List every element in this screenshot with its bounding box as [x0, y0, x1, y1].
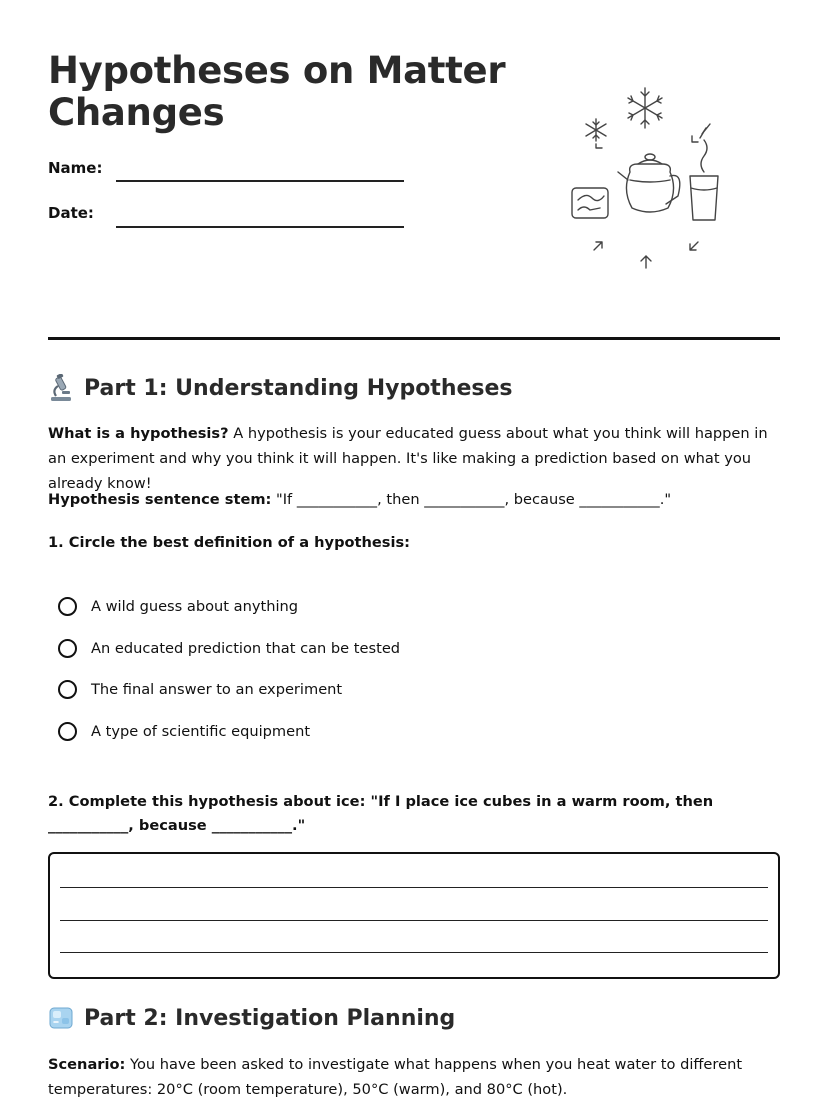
name-field[interactable]	[116, 180, 404, 182]
intro-text: A hypothesis is your educated guess about what you think will happen in an experiment and why you think it will happen. It's like making a prediction based on what you already know!	[48, 425, 768, 492]
radio-circle[interactable]	[58, 680, 77, 699]
part1-heading-text: Part 1: Understanding Hypotheses	[84, 375, 513, 401]
ice-cube-icon	[48, 1005, 74, 1031]
q1-option-1[interactable]	[58, 597, 298, 616]
option-label: The final answer to an experiment	[91, 681, 343, 698]
microscope-icon	[48, 374, 74, 402]
ice-cube-sketch-icon	[572, 188, 608, 218]
question-2-prompt: 2. Complete this hypothesis about ice: "If I place ice cubes in a warm room, then ___________, because ___________."	[48, 793, 714, 834]
radio-circle[interactable]	[58, 639, 77, 658]
sentence-stem	[48, 487, 788, 512]
option-label: A type of scientific equipment	[91, 723, 311, 740]
scenario-lead: Scenario:	[48, 1056, 126, 1073]
hypothesis-intro	[48, 421, 788, 496]
snowflake-icon	[628, 88, 662, 128]
intro-lead: What is a hypothesis?	[48, 425, 229, 442]
answer-line[interactable]	[60, 920, 768, 921]
page-title: Hypotheses on Matter Changes	[48, 49, 506, 134]
transition-arrows-icon	[594, 242, 698, 268]
name-label: Name:	[48, 159, 103, 177]
answer-line[interactable]	[60, 887, 768, 888]
question-2-answer-box[interactable]	[48, 852, 780, 979]
header-divider	[48, 337, 780, 340]
option-label: A wild guess about anything	[91, 598, 299, 615]
q1-option-3[interactable]	[58, 680, 342, 699]
glass-of-water-icon	[690, 124, 718, 220]
scenario-body: You have been asked to investigate what happens when you heat water to different temperatures: 20°C (room temperature), 50°C (warm), and 80°C (hot).	[48, 1056, 743, 1098]
part2-heading	[48, 1005, 455, 1031]
question-1-prompt: 1. Circle the best definition of a hypothesis:	[48, 534, 411, 551]
matter-changes-illustration	[560, 80, 740, 280]
scenario-text	[48, 1052, 788, 1102]
radio-circle[interactable]	[58, 722, 77, 741]
q1-option-4[interactable]	[58, 722, 310, 741]
q1-option-2[interactable]	[58, 639, 400, 658]
answer-line[interactable]	[60, 952, 768, 953]
date-label: Date:	[48, 204, 94, 222]
stem-text: "If ___________, then ___________, because ___________."	[271, 491, 672, 508]
stem-lead: Hypothesis sentence stem:	[48, 491, 272, 508]
part1-heading	[48, 374, 513, 402]
date-field[interactable]	[116, 226, 404, 228]
option-label: An educated prediction that can be tested	[91, 640, 401, 657]
teapot-icon	[618, 154, 680, 212]
part2-heading-text: Part 2: Investigation Planning	[84, 1005, 456, 1031]
radio-circle[interactable]	[58, 597, 77, 616]
small-snowflake-icon	[586, 119, 606, 148]
